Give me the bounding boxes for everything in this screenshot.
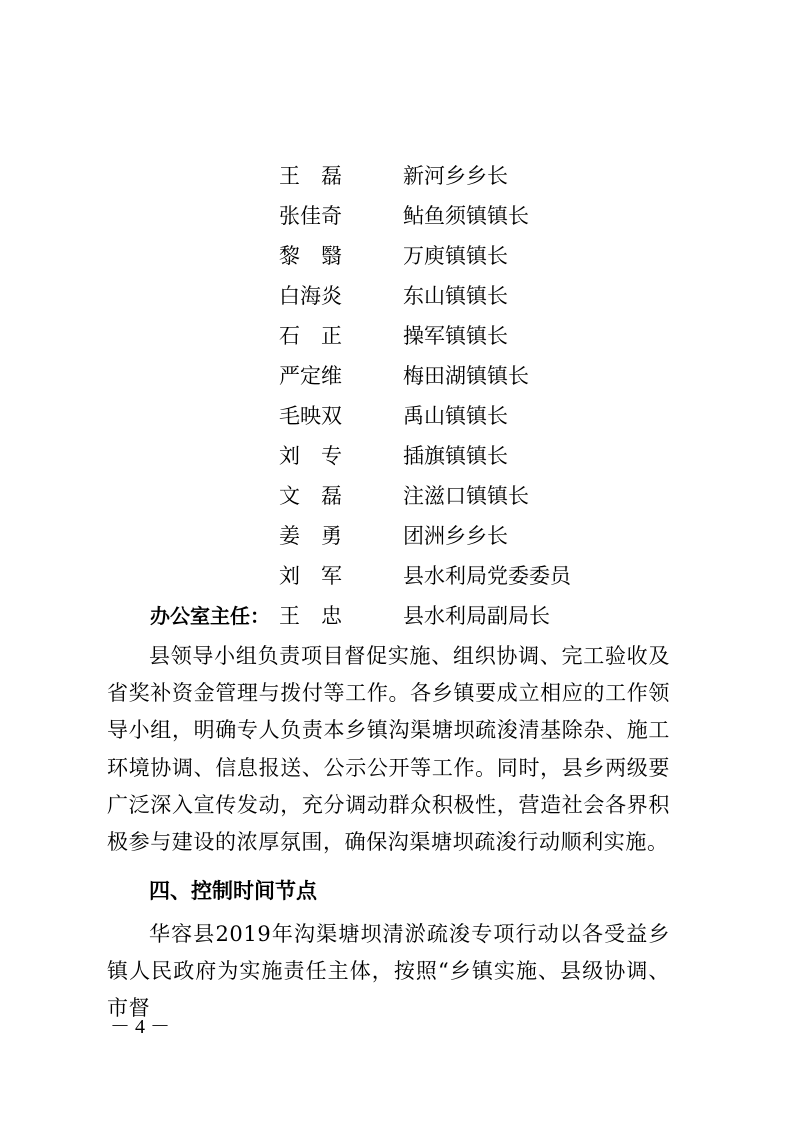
member-title: 禹山镇镇长 bbox=[403, 404, 508, 428]
member-name: 刘 专 bbox=[279, 444, 342, 468]
member-title: 县水利局党委委员 bbox=[403, 564, 571, 588]
member-name: 严定维 bbox=[279, 364, 342, 388]
office-director-name: 王 忠 bbox=[279, 604, 342, 628]
member-name: 石 正 bbox=[279, 324, 342, 348]
member-name: 张佳奇 bbox=[279, 204, 342, 228]
timeline-paragraph: 华容县2019年沟渠塘坝清淤疏浚专项行动以各受益乡镇人民政府为实施责任主体，按照“乡镇实施、县级协调、市督 bbox=[107, 922, 670, 1021]
member-title: 梅田湖镇镇长 bbox=[403, 364, 529, 388]
member-name: 王 磊 bbox=[279, 164, 342, 188]
member-name: 姜 勇 bbox=[279, 524, 342, 548]
member-title: 操军镇镇长 bbox=[403, 324, 508, 348]
office-director-label: 办公室主任： bbox=[150, 604, 270, 628]
member-title: 团洲乡乡长 bbox=[403, 524, 508, 548]
member-name: 黎 翳 bbox=[279, 244, 342, 268]
member-title: 东山镇镇长 bbox=[403, 284, 508, 308]
member-title: 鲇鱼须镇镇长 bbox=[403, 204, 529, 228]
page-number: － 4 － bbox=[110, 1016, 170, 1038]
member-title: 万庾镇镇长 bbox=[403, 244, 508, 268]
member-name: 文 磊 bbox=[279, 484, 342, 508]
member-title: 注滋口镇镇长 bbox=[403, 484, 529, 508]
member-title: 新河乡乡长 bbox=[403, 164, 508, 188]
office-director-title: 县水利局副局长 bbox=[403, 604, 550, 628]
member-name: 毛映双 bbox=[279, 404, 342, 428]
section-heading: 四、控制时间节点 bbox=[149, 879, 317, 903]
member-title: 插旗镇镇长 bbox=[403, 444, 508, 468]
responsibility-paragraph: 县领导小组负责项目督促实施、组织协调、完工验收及省奖补资金管理与拨付等工作。各乡镇要成立相应的工作领导小组，明确专人负责本乡镇沟渠塘坝疏浚清基除杂、施工环境协调、信息报送、公示公开等工作。同时，县乡两级要广泛深入宣传发动，充分调动群众积极性，营造社会各界积极参与建设的浓厚氛围，确保沟渠塘坝疏浚行动顺利实施。 bbox=[107, 644, 670, 855]
member-name: 白海炎 bbox=[279, 284, 342, 308]
member-name: 刘 军 bbox=[279, 564, 342, 588]
